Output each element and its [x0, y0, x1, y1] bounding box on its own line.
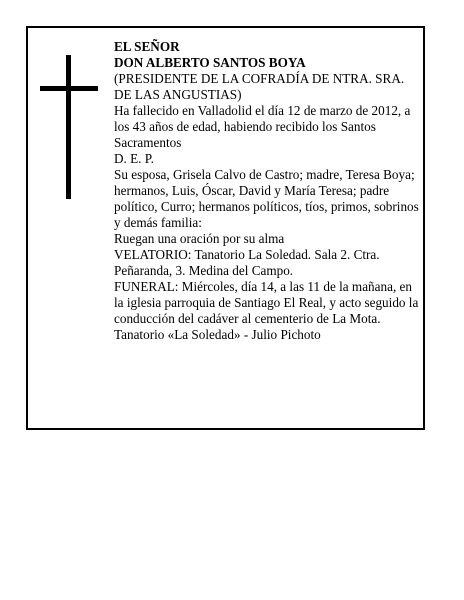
cross-horizontal-bar	[40, 86, 98, 91]
deceased-position: (PRESIDENTE DE LA COFRADÍA DE NTRA. SRA. DE LAS ANGUSTIAS)	[114, 71, 405, 102]
funeral-home: Tanatorio «La Soledad» - Julio Pichoto	[114, 327, 321, 342]
death-announcement: Ha fallecido en Valladolid el día 12 de marzo de 2012, a los 43 años de edad, habiendo recibido los Santos Sacramentos	[114, 103, 411, 150]
rest-in-peace: D. E. P.	[114, 151, 154, 166]
prayer-request: Ruegan una oración por su alma	[114, 231, 285, 246]
header-title: EL SEÑOR	[114, 39, 180, 54]
deceased-name: DON ALBERTO SANTOS BOYA	[114, 55, 306, 70]
cross-icon	[40, 55, 98, 199]
cross-vertical-bar	[66, 55, 71, 199]
obituary-notice	[26, 26, 425, 430]
funeral-info: FUNERAL: Miércoles, día 14, a las 11 de la mañana, en la iglesia parroquia de Santiago El Real, y acto seguido la conducción del cadáver al cementerio de La Mota.	[114, 279, 419, 326]
family-list: Su esposa, Grisela Calvo de Castro; madre, Teresa Boya; hermanos, Luis, Óscar, David y María Teresa; padre político, Curro; hermanos políticos, tíos, primos, sobrinos y demás familia:	[114, 167, 419, 230]
wake-info: VELATORIO: Tanatorio La Soledad. Sala 2. Ctra. Peñaranda, 3. Medina del Campo.	[114, 247, 380, 278]
notice-text	[114, 39, 419, 343]
